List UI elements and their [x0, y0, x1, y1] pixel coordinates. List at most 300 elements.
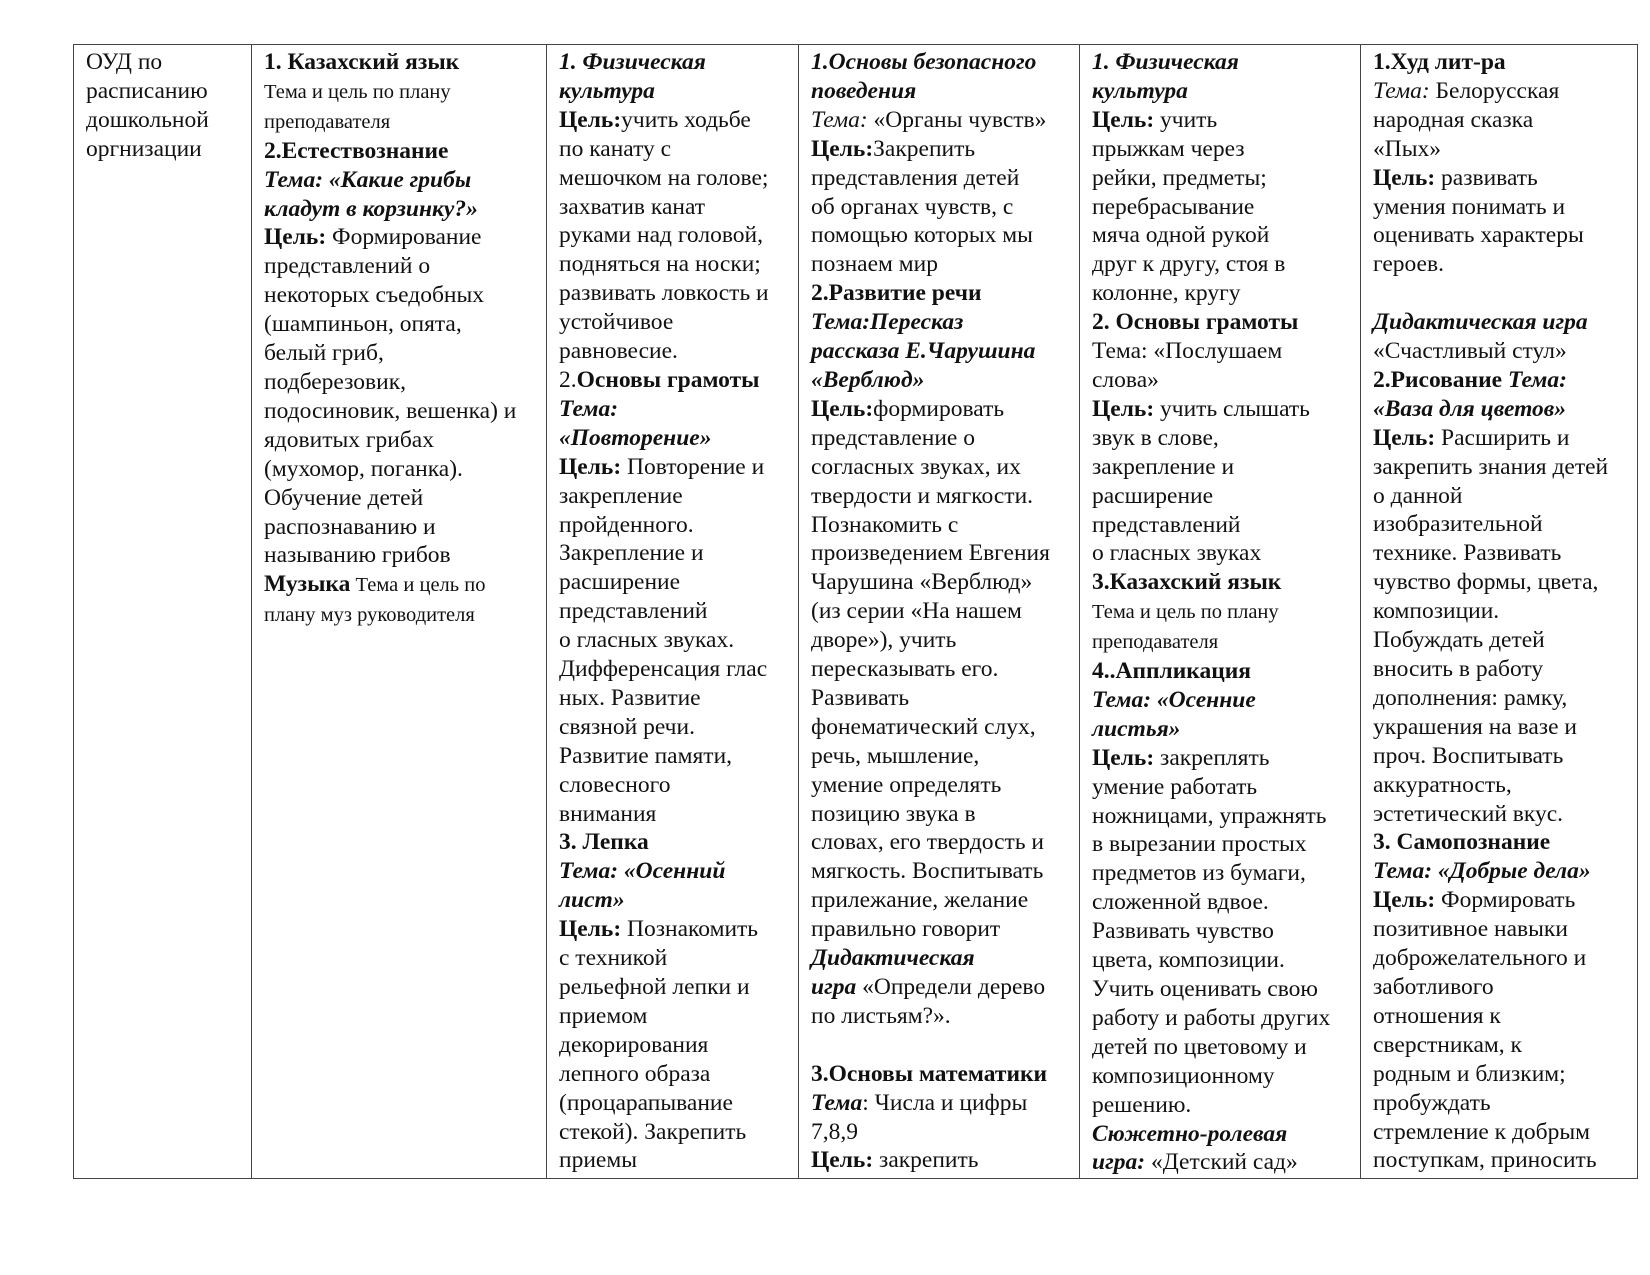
text-run: правильно говорит	[811, 916, 1001, 943]
text-run: мешочком на голове;	[559, 164, 769, 191]
text-run: Дифференсация глас	[559, 656, 768, 683]
cell-text-line	[811, 915, 1073, 944]
text-run: Тема и цель по плану	[264, 80, 451, 103]
cell-text-line	[811, 453, 1073, 482]
text-run: Тема и цель по	[350, 574, 486, 597]
text-run: внимания	[559, 800, 657, 827]
text-run: 2.Рисование	[1373, 366, 1503, 393]
text-run: подберезовик,	[264, 368, 407, 395]
cell-text-line	[1373, 395, 1631, 424]
cell-text-line	[559, 655, 792, 684]
text-run: технике. Развивать	[1373, 540, 1562, 567]
cell-text-line	[1092, 627, 1354, 657]
text-run: фонематический слух,	[811, 713, 1036, 740]
cell-text-line	[1092, 657, 1354, 686]
text-run: Тема: «Осенние	[1092, 686, 1256, 713]
text-run: решению.	[1092, 1091, 1192, 1118]
cell-text-line	[1373, 684, 1631, 713]
text-run: 3. Самопознание	[1373, 829, 1551, 856]
text-run: родным и близким;	[1373, 1060, 1566, 1087]
text-run: эстетический вкус.	[1373, 800, 1564, 827]
text-run: представлений	[559, 598, 708, 625]
text-run: композиции.	[1373, 598, 1500, 625]
cell-text-line	[559, 857, 792, 886]
cell-text-line	[1092, 917, 1354, 946]
cell-text-line	[264, 368, 540, 397]
text-run: называнию грибов	[264, 542, 451, 569]
cell-text-line	[559, 597, 792, 626]
text-run: Цель:	[1373, 424, 1436, 451]
table-cell-oud-label	[74, 45, 252, 1179]
text-run: поступкам, приносить	[1373, 1147, 1597, 1174]
cell-text-line	[811, 221, 1073, 250]
text-run: друг к другу, стоя в	[1092, 251, 1286, 278]
cell-text-line	[1092, 744, 1354, 773]
cell-text-line	[559, 48, 792, 77]
text-run: умение работать	[1092, 773, 1258, 800]
cell-text-line	[1092, 1148, 1354, 1177]
text-run: прилежание, желание	[811, 887, 1029, 914]
text-run: закреплять	[1154, 744, 1270, 771]
cell-text-line	[86, 135, 245, 164]
text-run: : Числа и цифры	[862, 1089, 1028, 1116]
cell-text-line	[1373, 337, 1631, 366]
text-run: вносить в работу	[1373, 656, 1544, 683]
text-run: Сюжетно-ролевая	[1092, 1120, 1288, 1147]
text-run: (мухомор, поганка).	[264, 455, 463, 482]
cell-text-line	[811, 568, 1073, 597]
text-run: композиционному	[1092, 1062, 1275, 1089]
text-run: речь, мышление,	[811, 742, 980, 769]
cell-text-line	[264, 281, 540, 310]
text-run: рейки, предметы;	[1092, 164, 1267, 191]
text-run: белый гриб,	[264, 340, 384, 367]
cell-text-line	[264, 77, 540, 107]
text-run: украшения на вазе и	[1373, 713, 1577, 740]
cell-text-line	[811, 135, 1073, 164]
text-run: Формирование	[326, 224, 482, 251]
cell-text-line	[264, 455, 540, 484]
text-run: Цель:	[1092, 106, 1155, 133]
cell-text-line	[264, 137, 540, 166]
text-run: познаем мир	[811, 251, 938, 278]
cell-text-line	[559, 1146, 792, 1175]
cell-text-line	[1373, 482, 1631, 511]
text-run: учить слышать	[1154, 395, 1310, 422]
text-run: Учить оценивать свою	[1092, 976, 1318, 1002]
text-run: Цель:	[1092, 744, 1155, 771]
cell-text-line	[559, 424, 792, 453]
cell-text-line	[1373, 1031, 1631, 1060]
schedule-table	[73, 44, 1638, 1179]
cell-text-line	[1373, 193, 1631, 222]
text-run: лист»	[559, 887, 625, 914]
cell-text-line	[559, 973, 792, 1002]
cell-text-line	[811, 482, 1073, 511]
cell-text-line	[811, 1146, 1073, 1175]
text-run: игра:	[1092, 1149, 1146, 1176]
text-run: заботливого	[1373, 973, 1494, 1000]
text-run: Цель:	[559, 106, 622, 133]
cell-text-line	[264, 426, 540, 455]
cell-text-line	[559, 193, 792, 222]
cell-text-line	[559, 684, 792, 713]
cell-text-line	[1092, 1004, 1354, 1033]
text-run: Обучение детей	[264, 484, 424, 511]
text-run: об органах чувств, с	[811, 193, 1014, 220]
text-run: Закрепить	[873, 135, 976, 162]
text-run: слова»	[1092, 366, 1159, 393]
cell-text-line	[559, 568, 792, 597]
cell-text-line	[811, 1118, 1073, 1147]
cell-text-line	[1092, 424, 1354, 453]
text-run: лепного образа	[559, 1060, 711, 1087]
text-run: народная сказка	[1373, 106, 1534, 133]
table-cell-monday	[252, 45, 547, 1179]
cell-text-line	[1092, 511, 1354, 540]
cell-text-line	[1092, 106, 1354, 135]
cell-text-line	[559, 366, 792, 395]
text-run: Расширить и	[1435, 424, 1570, 451]
text-run: пересказывать его.	[811, 656, 999, 683]
text-run: героев.	[1373, 251, 1444, 278]
text-run: развивать	[1435, 164, 1538, 191]
text-run: в вырезании простых	[1092, 831, 1307, 858]
cell-text-line	[1373, 568, 1631, 597]
cell-text-line	[1373, 886, 1631, 915]
text-run: учить ходьбе	[621, 106, 751, 133]
cell-text-line	[559, 77, 792, 106]
text-run: распознаванию и	[264, 513, 436, 540]
cell-text-line	[559, 164, 792, 193]
table-cell-friday	[1361, 45, 1638, 1179]
text-run: 1. Физическая	[559, 49, 706, 75]
text-run: представление о	[811, 424, 975, 451]
text-run: ных. Развитие	[559, 684, 701, 711]
cell-text-line	[1373, 973, 1631, 1002]
text-run: «Детский сад»	[1145, 1149, 1298, 1176]
text-run: Тема: «Добрые дела»	[1373, 858, 1591, 885]
text-run: Тема:	[811, 106, 868, 133]
table-row	[74, 45, 1638, 1179]
text-run: сверстникам, к	[1373, 1031, 1522, 1058]
text-run: умения понимать и	[1373, 193, 1566, 220]
text-run: руками над головой,	[559, 222, 763, 249]
cell-text-line	[264, 195, 540, 224]
text-run: представления детей	[811, 164, 1020, 191]
cell-text-line	[811, 308, 1073, 337]
cell-text-line	[1373, 279, 1631, 308]
cell-text-line	[1373, 1060, 1631, 1089]
cell-text-line	[1092, 686, 1354, 715]
table-cell-wednesday	[799, 45, 1080, 1179]
text-run: плану муз руководителя	[264, 604, 475, 627]
text-run: Основы грамоты	[576, 366, 760, 393]
text-run: Цель:	[811, 1147, 874, 1174]
text-run: поведения	[811, 77, 917, 104]
text-run: закрепить	[873, 1147, 979, 1174]
text-run: 3.Казахский язык	[1092, 569, 1282, 596]
text-run: развивать ловкость и	[559, 280, 769, 307]
cell-text-line	[1373, 164, 1631, 193]
text-run: «Определи дерево	[856, 974, 1046, 1000]
cell-text-line	[559, 539, 792, 568]
text-run: подосиновик, вешенка) и	[264, 397, 517, 424]
text-run: детей по цветовому и	[1092, 1033, 1307, 1060]
cell-text-line	[1373, 48, 1631, 77]
cell-text-line	[559, 1031, 792, 1060]
text-run: аккуратность,	[1373, 771, 1512, 798]
text-run: о гласных звуках	[1092, 540, 1262, 567]
text-run: Познакомить	[621, 916, 759, 943]
text-run: сложенной вдвое.	[1092, 889, 1269, 916]
cell-text-line	[86, 77, 245, 106]
cell-text-line	[1092, 308, 1354, 337]
cell-text-line	[559, 511, 792, 540]
cell-text-line	[1373, 713, 1631, 742]
cell-text-line	[1092, 1033, 1354, 1062]
text-run: изобразительной	[1373, 511, 1543, 538]
text-run: перебрасывание	[1092, 193, 1255, 220]
text-run: закрепить знания детей	[1373, 453, 1609, 480]
text-run: 1. Физическая	[1092, 49, 1239, 75]
text-run: отношения к	[1373, 1002, 1501, 1029]
cell-text-line	[559, 742, 792, 771]
cell-text-line	[1092, 975, 1354, 1004]
text-run: Тема:	[559, 395, 619, 422]
text-run: 3. Лепка	[559, 829, 649, 856]
cell-text-line	[264, 310, 540, 339]
cell-text-line	[811, 684, 1073, 713]
cell-text-line	[811, 828, 1073, 857]
text-run: преподавателя	[1092, 631, 1219, 654]
cell-text-line	[1373, 1146, 1631, 1175]
text-run: колонне, кругу	[1092, 280, 1241, 307]
cell-text-line	[264, 166, 540, 195]
cell-text-line	[1373, 771, 1631, 800]
cell-text-line	[1373, 424, 1631, 453]
text-run: о данной	[1373, 482, 1463, 509]
cell-text-line	[264, 107, 540, 137]
text-run: Белорусская	[1429, 77, 1560, 104]
text-run: Цель:	[1373, 887, 1436, 914]
text-run: с техникой	[559, 945, 668, 972]
cell-text-line	[1092, 164, 1354, 193]
text-run: игра	[811, 974, 857, 1000]
cell-text-line	[811, 713, 1073, 742]
cell-text-line	[1092, 135, 1354, 164]
cell-text-line	[811, 511, 1073, 540]
cell-text-line	[811, 539, 1073, 568]
cell-text-line	[264, 570, 540, 600]
cell-text-line	[811, 800, 1073, 829]
cell-text-line	[1092, 802, 1354, 831]
text-run: предметов из бумаги,	[1092, 860, 1306, 887]
text-run: «Верблюд»	[811, 366, 925, 393]
cell-text-line	[1373, 1118, 1631, 1147]
cell-text-line	[1373, 250, 1631, 279]
cell-text-line	[1373, 915, 1631, 944]
cell-text-line	[1373, 106, 1631, 135]
cell-text-line	[264, 339, 540, 368]
cell-text-line	[559, 1002, 792, 1031]
cell-text-line	[811, 597, 1073, 626]
text-run: Цель:	[264, 224, 327, 251]
text-run: устойчивое	[559, 309, 674, 336]
text-run: (шампиньон, опята,	[264, 311, 462, 338]
text-run: дополнения: рамку,	[1373, 684, 1568, 711]
cell-text-line	[1373, 510, 1631, 539]
text-run: Развивать чувство	[1092, 918, 1274, 945]
cell-text-line	[811, 1031, 1073, 1060]
text-run: (из серии «На нашем	[811, 598, 1022, 625]
text-run: словесного	[559, 771, 671, 798]
cell-text-line	[811, 857, 1073, 886]
cell-text-line	[264, 541, 540, 570]
text-run: 3.Основы математики	[811, 1060, 1048, 1087]
cell-text-line	[1373, 366, 1631, 395]
cell-text-line	[559, 221, 792, 250]
text-run: ядовитых грибах	[264, 426, 434, 453]
cell-text-line	[264, 397, 540, 426]
text-run: захватив канат	[559, 193, 706, 220]
cell-text-line	[1373, 77, 1631, 106]
cell-text-line	[1373, 221, 1631, 250]
cell-text-line	[1373, 539, 1631, 568]
cell-text-line	[811, 250, 1073, 279]
text-run: представлений о	[264, 253, 431, 280]
text-run: пройденного.	[559, 511, 694, 538]
cell-text-line	[559, 626, 792, 655]
cell-text-line	[559, 250, 792, 279]
cell-text-line	[1092, 946, 1354, 975]
text-run: 1.Худ лит-ра	[1373, 49, 1506, 75]
text-run: ножницами, упражнять	[1092, 802, 1327, 829]
cell-text-line	[811, 279, 1073, 308]
text-run: твердости и мягкости.	[811, 482, 1034, 509]
text-run: дошкольной	[86, 106, 209, 133]
text-run: звук в слове,	[1092, 424, 1219, 451]
text-run: формировать	[873, 395, 1005, 422]
cell-text-line	[1092, 830, 1354, 859]
cell-text-line	[1092, 337, 1354, 366]
cell-text-line	[811, 655, 1073, 684]
text-run: Цель:	[559, 916, 622, 943]
cell-text-line	[1373, 1089, 1631, 1118]
cell-text-line	[559, 453, 792, 482]
cell-text-line	[1092, 453, 1354, 482]
text-run: представлений	[1092, 511, 1241, 538]
cell-text-line	[264, 600, 540, 630]
text-run: листья»	[1092, 715, 1181, 742]
cell-text-line	[86, 106, 245, 135]
text-run: работу и работы других	[1092, 1004, 1331, 1031]
cell-text-line	[1092, 279, 1354, 308]
cell-text-line	[811, 973, 1073, 1002]
text-run: «Органы чувств»	[867, 106, 1047, 133]
cell-text-line	[1092, 1062, 1354, 1091]
text-run: закрепление и	[1092, 453, 1235, 480]
cell-text-line	[1092, 395, 1354, 424]
text-run: Тема и цель по плану	[1092, 601, 1279, 624]
cell-text-line	[1092, 193, 1354, 222]
text-run: ОУД по	[86, 49, 163, 75]
cell-text-line	[559, 771, 792, 800]
cell-text-line	[1092, 77, 1354, 106]
cell-text-line	[1092, 888, 1354, 917]
text-run: стекой). Закрепить	[559, 1118, 747, 1145]
cell-text-line	[1373, 828, 1631, 857]
cell-text-line	[1092, 539, 1354, 568]
cell-text-line	[559, 337, 792, 366]
cell-text-line	[1092, 1091, 1354, 1120]
cell-text-line	[811, 164, 1073, 193]
text-run: рассказа Е.Чарушина	[811, 338, 1036, 365]
cell-text-line	[811, 742, 1073, 771]
cell-text-line	[264, 513, 540, 542]
text-run: учить	[1154, 106, 1218, 133]
text-run: Цель:	[811, 395, 874, 422]
text-run: (процарапывание	[559, 1089, 733, 1116]
cell-text-line	[1373, 655, 1631, 684]
text-run: Цель:	[811, 135, 874, 162]
cell-text-line	[559, 828, 792, 857]
text-run: Дидактическая	[811, 945, 975, 972]
cell-text-line	[811, 944, 1073, 973]
text-run: о гласных звуках.	[559, 627, 735, 654]
cell-text-line	[559, 308, 792, 337]
cell-text-line	[1373, 1002, 1631, 1031]
cell-text-line	[811, 424, 1073, 453]
text-run: Дидактическая игра	[1373, 309, 1588, 336]
text-run: расширение	[559, 569, 681, 596]
text-run: согласных звуках, их	[811, 453, 1021, 480]
cell-text-line	[811, 1002, 1073, 1031]
cell-text-line	[1092, 597, 1354, 627]
text-run: цвета, композиции.	[1092, 947, 1285, 974]
text-run: 7,8,9	[811, 1118, 858, 1145]
cell-text-line	[1373, 742, 1631, 771]
text-run: Тема:Пересказ	[811, 309, 964, 336]
text-run: Цель:	[1373, 164, 1436, 191]
text-run: некоторых съедобных	[264, 282, 485, 309]
cell-text-line	[811, 337, 1073, 366]
cell-text-line	[811, 626, 1073, 655]
text-run: 1. Казахский язык	[264, 49, 460, 75]
text-run: мяча одной рукой	[1092, 222, 1270, 249]
cell-text-line	[811, 771, 1073, 800]
cell-text-line	[811, 886, 1073, 915]
text-run: произведением Евгения	[811, 540, 1050, 567]
cell-text-line	[264, 223, 540, 252]
cell-text-line	[1092, 715, 1354, 744]
cell-text-line	[811, 395, 1073, 424]
cell-text-line	[559, 800, 792, 829]
cell-text-line	[1092, 482, 1354, 511]
cell-text-line	[559, 1060, 792, 1089]
text-run: по листьям?».	[811, 1002, 951, 1029]
cell-text-line	[811, 366, 1073, 395]
text-run: стремление к добрым	[1373, 1118, 1591, 1145]
cell-text-line	[1092, 250, 1354, 279]
text-run: Тема: «Какие грибы	[264, 166, 472, 193]
cell-text-line	[1373, 800, 1631, 829]
cell-text-line	[559, 1089, 792, 1118]
cell-text-line	[559, 106, 792, 135]
text-run: Музыка	[264, 571, 351, 598]
text-run: Закрепление и	[559, 540, 704, 567]
text-run: Тема: «Послушаем	[1092, 338, 1283, 365]
